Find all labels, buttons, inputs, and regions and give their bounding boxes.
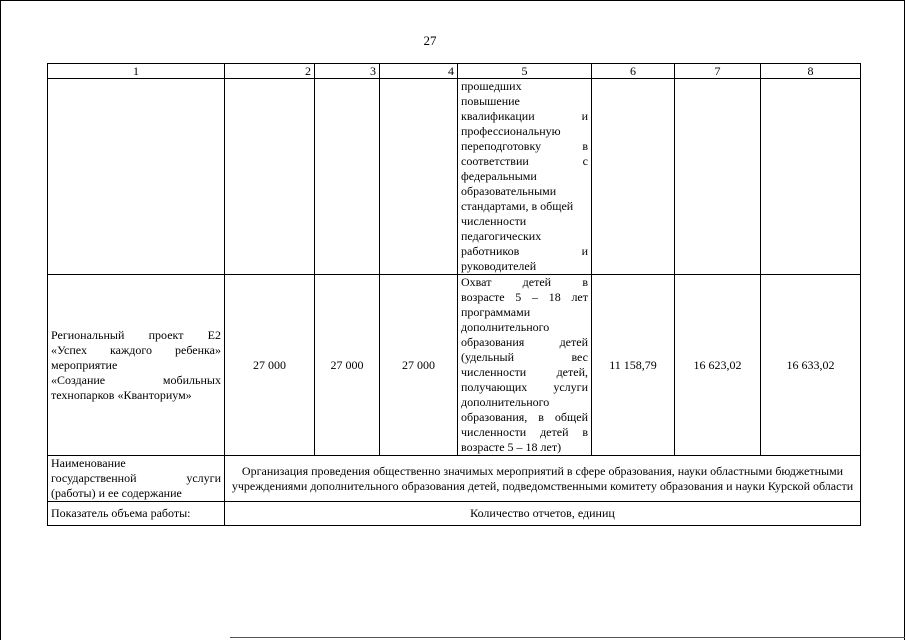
header-cell: 7: [675, 64, 761, 79]
table-row-project: [48, 275, 861, 456]
text-line: Региональный проект Е2: [51, 327, 221, 342]
service-label-cell: [48, 456, 225, 502]
text-line: численности детей,: [461, 365, 588, 379]
text-line: Наименование: [51, 456, 126, 470]
value-cell: 16 633,02: [761, 275, 861, 456]
text-line: стандартами, в общей: [461, 199, 574, 213]
text-line: технопарков «Кванториум»: [51, 387, 192, 402]
page-number: 27: [423, 33, 437, 48]
text-line: повышение: [461, 94, 520, 108]
table-row-indicator: [48, 502, 861, 526]
text-line: работников и: [461, 244, 588, 258]
value-cell: 27 000: [315, 275, 380, 456]
header-row: [48, 64, 861, 79]
value-cell: 27 000: [225, 275, 315, 456]
text-line: педагогических: [461, 229, 542, 243]
text-line: руководителей: [461, 259, 537, 273]
text-line: (удельный вес: [461, 350, 588, 364]
value-cell: 27 000: [380, 275, 458, 456]
text-line: возрасте 5 – 18 лет: [461, 290, 588, 304]
data-table: [47, 63, 861, 526]
page-border-left: [0, 0, 1, 640]
text-line: переподготовку в: [461, 139, 588, 153]
text-line: численности: [461, 214, 527, 228]
text-line: программами: [461, 305, 531, 319]
header-cell: 6: [592, 64, 675, 79]
table-cell: [225, 79, 315, 275]
table-cell: [592, 79, 675, 275]
header-cell: 4: [380, 64, 458, 79]
page-border-bottom: [230, 637, 905, 638]
text-line: прошедших: [461, 79, 522, 93]
text-line: федеральными: [461, 169, 537, 183]
text-line: государственной услуги: [51, 471, 221, 485]
text-line: «Успех каждого ребенка»: [51, 342, 221, 357]
table-row-service: [48, 456, 861, 502]
text-line: образования, в общей: [461, 410, 588, 424]
text-line: образовательными: [461, 184, 557, 198]
project-name-cell: [48, 275, 225, 456]
text-line: «Создание мобильных: [51, 372, 221, 387]
text-line: дополнительного: [461, 395, 550, 409]
indicator-text: [458, 275, 592, 456]
text-line: (работы) и ее содержание: [51, 486, 182, 500]
indicator-label-cell: Показатель объема работы:: [48, 502, 225, 526]
value-cell: 16 623,02: [675, 275, 761, 456]
text-line: образования детей: [461, 335, 588, 349]
table-cell: [761, 79, 861, 275]
text-line: численности детей в: [461, 425, 588, 439]
header-cell: 8: [761, 64, 861, 79]
text-line: соответствии с: [461, 154, 588, 168]
indicator-value: Количество отчетов, единиц: [225, 502, 861, 526]
header-cell: 5: [458, 64, 592, 79]
header-cell: 2: [225, 64, 315, 79]
table-row-continued: [48, 79, 861, 275]
service-description: Организация проведения общественно значимых мероприятий в сфере образования, науки областными бюджетными учреждениями дополнительного образования детей, подведомственными комитету образования и науки Курской области: [225, 456, 861, 502]
text-line: Охват детей в: [461, 275, 588, 289]
table-cell: [675, 79, 761, 275]
page-border-top: [0, 0, 905, 1]
table-cell: [48, 79, 225, 275]
text-line: мероприятие: [51, 357, 118, 372]
indicator-text-continued: [458, 79, 592, 275]
table-cell: [315, 79, 380, 275]
text-line: квалификации и: [461, 109, 588, 123]
text-line: получающих услуги: [461, 380, 588, 394]
table-cell: [380, 79, 458, 275]
text-line: дополнительного: [461, 320, 550, 334]
value-cell: 11 158,79: [592, 275, 675, 456]
text-line: профессиональную: [461, 124, 561, 138]
text-line: возрасте 5 – 18 лет): [461, 440, 562, 454]
header-cell: 1: [48, 64, 225, 79]
header-cell: 3: [315, 64, 380, 79]
